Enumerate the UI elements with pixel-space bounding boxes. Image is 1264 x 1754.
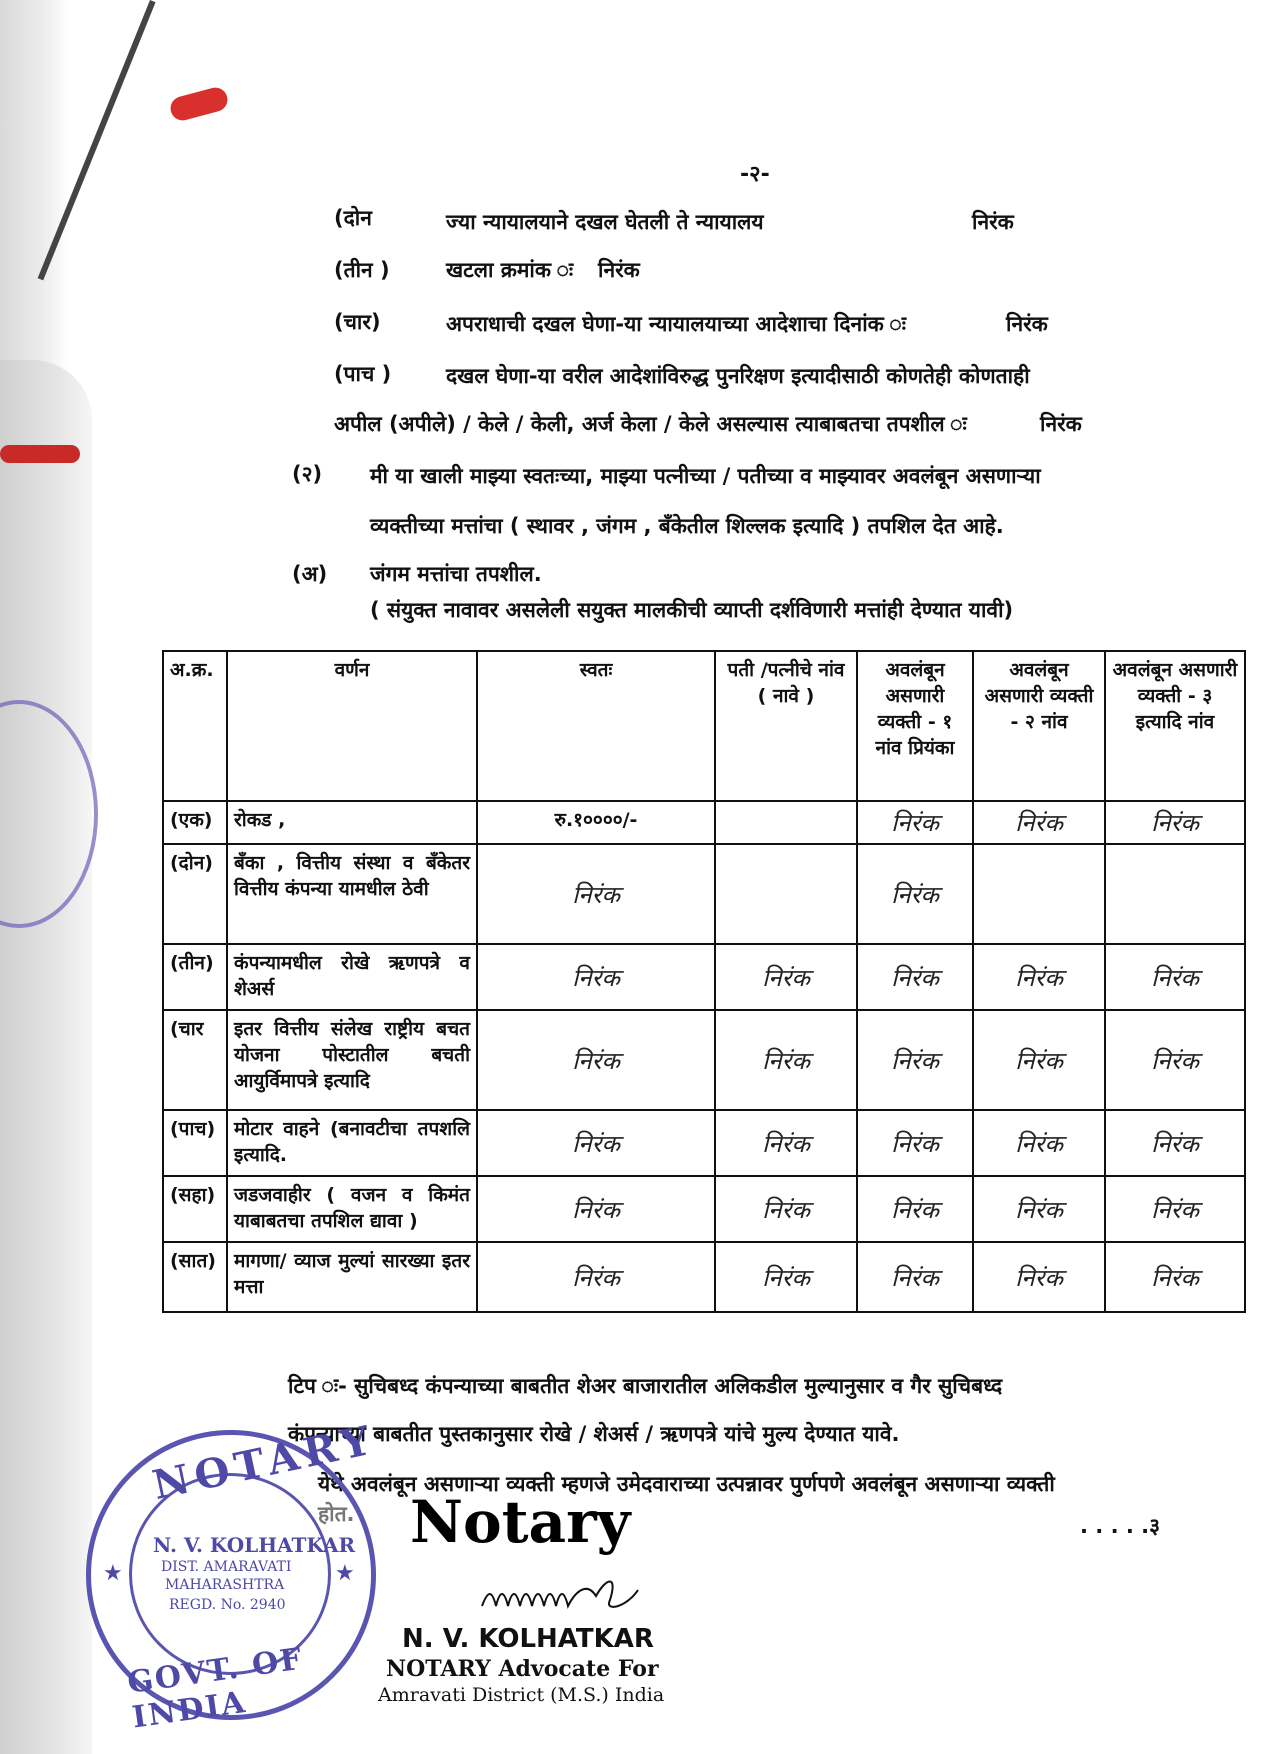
item-value: निरंक: [972, 210, 1014, 234]
cell-dependent-3: [1105, 844, 1245, 944]
row-number: (सहा): [163, 1176, 227, 1242]
row-number: (चार: [163, 1010, 227, 1110]
table-row: [163, 801, 1245, 844]
row-description: कंपन्यामधील रोखे ऋणपत्रे व शेअर्स: [227, 944, 477, 1010]
row-description: मोटार वाहने (बनावटीचा तपशलि इत्यादि.: [227, 1110, 477, 1176]
cell-self: निरंक: [477, 844, 715, 944]
row-number: (एक): [163, 801, 227, 844]
cell-spouse: निरंक: [715, 1176, 857, 1242]
signature: [478, 1570, 648, 1620]
cell-self: निरंक: [477, 1242, 715, 1312]
notary-seal: [86, 1415, 381, 1736]
table-row: [163, 844, 1245, 944]
seal-bottom-text: GOVT. OF INDIA: [125, 1641, 306, 1736]
cell-dependent-1: निरंक: [857, 1176, 973, 1242]
cell-dependent-3: निरंक: [1105, 1110, 1245, 1176]
item-text: खटला क्रमांक ः: [446, 258, 574, 282]
row-number: (सात): [163, 1242, 227, 1312]
note-text: टिप ः- सुचिबध्द कंपन्याच्या बाबतीत शेअर बाजारातील अलिकडील मुल्यानुसार व गैर सुचिबध्द: [288, 1374, 1003, 1398]
item-text: ज्या न्यायालयाने दखल घेतली ते न्यायालय: [446, 210, 764, 234]
cell-dependent-2: निरंक: [973, 944, 1105, 1010]
item-text: दखल घेणा-या वरील आदेशांविरुद्ध पुनरिक्षण इत्यादीसाठी कोणतेही कोणताही: [446, 364, 1030, 388]
section-label: (अ): [292, 562, 328, 586]
column-header: अ.क्र.: [163, 651, 227, 801]
item-label: (चार): [334, 310, 381, 334]
item-label: (तीन ): [334, 258, 390, 282]
notary-heading: Notary: [410, 1488, 631, 1556]
notary-name: N. V. KOLHATKAR: [402, 1624, 654, 1654]
cell-dependent-2: निरंक: [973, 801, 1105, 844]
section-text: व्यक्तीच्या मत्तांचा ( स्थावर , जंगम , बँकेतील शिल्लक इत्यादि ) तपशिल देत आहे.: [370, 514, 1004, 538]
cell-dependent-1: निरंक: [857, 944, 973, 1010]
item-text: अपराधाची दखल घेणा-या न्यायालयाच्या आदेशाचा दिनांक ः: [446, 312, 906, 336]
note-text: होत.: [318, 1502, 355, 1526]
section-text: ( संयुक्त नावावर असलेली सयुक्त मालकीची व्याप्ती दर्शविणारी मत्तांही देण्यात यावी): [370, 598, 1014, 622]
thread-knot-2: [0, 445, 80, 463]
cell-spouse: [715, 844, 857, 944]
row-number: (तीन): [163, 944, 227, 1010]
cell-spouse: [715, 801, 857, 844]
cell-spouse: निरंक: [715, 1242, 857, 1312]
cell-dependent-3: निरंक: [1105, 1176, 1245, 1242]
row-description: बँका , वित्तीय संस्था व बँकेतर वित्तीय कंपन्या यामधील ठेवी: [227, 844, 477, 944]
item-label: (दोन: [334, 206, 372, 230]
seal-regd: REGD. No. 2940: [169, 1597, 286, 1613]
item-label: (पाच ): [334, 362, 392, 386]
cell-spouse: निरंक: [715, 944, 857, 1010]
cell-dependent-3: निरंक: [1105, 1010, 1245, 1110]
item-value: निरंक: [1006, 312, 1048, 336]
column-header: वर्णन: [227, 651, 477, 801]
notary-role: NOTARY Advocate For: [386, 1656, 659, 1682]
seal-state: MAHARASHTRA: [165, 1577, 285, 1593]
seal-top-text: NOTARY: [148, 1415, 381, 1510]
cell-dependent-2: निरंक: [973, 1176, 1105, 1242]
section-label: (२): [292, 462, 323, 486]
table-row: [163, 944, 1245, 1010]
cell-self: निरंक: [477, 1010, 715, 1110]
cell-self: निरंक: [477, 1176, 715, 1242]
column-header: अवलंबून असणारी व्यक्ती - १ नांव प्रियंका: [857, 651, 973, 801]
cell-dependent-1: निरंक: [857, 801, 973, 844]
row-description: मागणा/ व्याज मुल्यां सारख्या इतर मत्ता: [227, 1242, 477, 1312]
cell-dependent-3: निरंक: [1105, 801, 1245, 844]
cell-dependent-1: निरंक: [857, 1110, 973, 1176]
cell-dependent-3: निरंक: [1105, 944, 1245, 1010]
row-description: जडजवाहीर ( वजन व किमंत याबाबतचा तपशिल द्यावा ): [227, 1176, 477, 1242]
cell-dependent-3: निरंक: [1105, 1242, 1245, 1312]
item-value: निरंक: [1040, 412, 1082, 436]
row-description: इतर वित्तीय संलेख राष्ट्रीय बचत योजना पोस्टातील बचती आयुर्विमापत्रे इत्यादि: [227, 1010, 477, 1110]
cell-spouse: निरंक: [715, 1010, 857, 1110]
row-number: (दोन): [163, 844, 227, 944]
item-text-cont: अपील (अपीले) / केले / केली, अर्ज केला / केले असल्यास त्याबाबतचा तपशील ः: [334, 412, 967, 436]
cell-self: निरंक: [477, 1110, 715, 1176]
section-text: मी या खाली माझ्या स्वतःच्या, माझ्या पत्नीच्या / पतीच्या व माझ्यावर अवलंबून असणाऱ्या: [370, 464, 1041, 488]
page-number: -२-: [740, 162, 770, 187]
notary-district: Amravati District (M.S.) India: [378, 1684, 665, 1706]
cell-dependent-2: [973, 844, 1105, 944]
item-value: निरंक: [598, 258, 640, 282]
thread-knot: [168, 85, 230, 123]
note-text: येथे अवलंबून असणाऱ्या व्यक्ती म्हणजे उमेदवाराच्या उत्पन्नावर पुर्णपणे अवलंबून असणाऱ्या व्यक्ती: [318, 1472, 1055, 1496]
cell-self: रु.१००००/-: [477, 801, 715, 844]
cell-dependent-2: निरंक: [973, 1110, 1105, 1176]
column-header: पती /पत्नीचे नांव ( नावे ): [715, 651, 857, 801]
paper-fold: [0, 360, 92, 1754]
cell-dependent-1: निरंक: [857, 1242, 973, 1312]
column-header: स्वतः: [477, 651, 715, 801]
cell-dependent-1: निरंक: [857, 1010, 973, 1110]
row-number: (पाच): [163, 1110, 227, 1176]
column-header: अवलंबून असणारी व्यक्ती - २ नांव: [973, 651, 1105, 801]
table-row: [163, 1110, 1245, 1176]
column-header: अवलंबून असणारी व्यक्ती - ३ इत्यादि नांव: [1105, 651, 1245, 801]
row-description: रोकड ,: [227, 801, 477, 844]
table-row: [163, 1010, 1245, 1110]
cell-spouse: निरंक: [715, 1110, 857, 1176]
cell-dependent-1: निरंक: [857, 844, 973, 944]
seal-name: N. V. KOLHATKAR: [153, 1533, 356, 1557]
table-row: [163, 1176, 1245, 1242]
continued-marker: . . . . .३: [1080, 1514, 1161, 1538]
cell-dependent-2: निरंक: [973, 1242, 1105, 1312]
table-header-row: [163, 651, 1245, 801]
cell-dependent-2: निरंक: [973, 1010, 1105, 1110]
section-text: जंगम मत्तांचा तपशील.: [370, 562, 542, 586]
note-text: कंपन्याच्या बाबतीत पुस्तकानुसार रोखे / शेअर्स / ऋणपत्रे यांचे मुल्य देण्यात यावे.: [288, 1422, 900, 1446]
seal-district: DIST. AMARAVATI: [161, 1559, 292, 1575]
star-icon: ★: [335, 1561, 355, 1586]
cell-self: निरंक: [477, 944, 715, 1010]
star-icon: ★: [103, 1561, 123, 1586]
table-row: [163, 1242, 1245, 1312]
assets-table: [162, 650, 1246, 1313]
